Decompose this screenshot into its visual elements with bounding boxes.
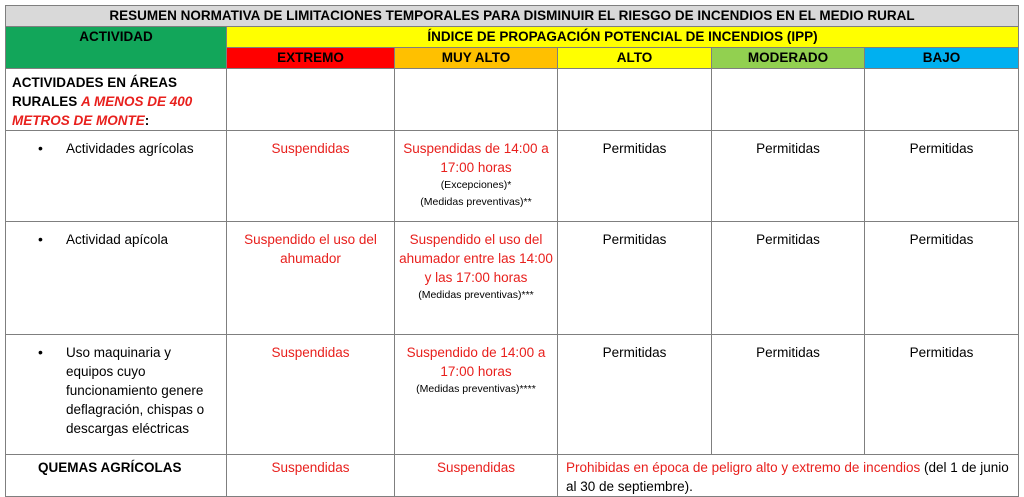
empty-cell (865, 69, 1019, 131)
cell-muy-alto-main: Suspendidas de 14:00 a 17:00 horas (403, 141, 549, 175)
cell-extremo: Suspendidas (227, 335, 395, 455)
cell-bajo: Permitidas (865, 335, 1019, 455)
activity-header: ACTIVIDAD (6, 27, 227, 69)
cell-extremo: Suspendidas (227, 455, 395, 497)
level-moderado: MODERADO (712, 48, 865, 69)
activity-label: Uso maquinaria y equipos cuyo funcionamiento genere deflagración, chispas o descargas eléctricas (66, 345, 205, 436)
quemas-rest (558, 455, 1019, 497)
cell-note: (Medidas preventivas)*** (418, 289, 534, 301)
cell-muy-alto (395, 131, 558, 222)
quemas-label: QUEMAS AGRÍCOLAS (6, 455, 227, 497)
cell-muy-alto (395, 335, 558, 455)
table-row (6, 335, 1019, 455)
table-row (6, 455, 1019, 497)
bullet-icon: • (38, 231, 43, 247)
cell-moderado: Permitidas (712, 335, 865, 455)
ipp-header: ÍNDICE DE PROPAGACIÓN POTENCIAL DE INCENDIOS (IPP) (227, 27, 1019, 48)
section-suffix: : (144, 113, 150, 128)
bullet-icon: • (38, 344, 43, 360)
cell-bajo: Permitidas (865, 131, 1019, 222)
cell-alto: Permitidas (558, 335, 712, 455)
activity-cell (6, 131, 227, 222)
cell-alto: Permitidas (558, 131, 712, 222)
empty-cell (227, 69, 395, 131)
activity-cell (6, 222, 227, 335)
cell-moderado: Permitidas (712, 222, 865, 335)
quemas-period: (del 1 de junio al 30 de septiembre). (566, 460, 1009, 494)
quemas-prohibition: Prohibidas en época de peligro alto y extremo de incendios (566, 460, 921, 475)
activity-label: Actividad apícola (66, 232, 169, 247)
level-bajo: BAJO (865, 48, 1019, 69)
table-row (6, 131, 1019, 222)
empty-cell (712, 69, 865, 131)
activity-cell (6, 335, 227, 455)
cell-note: (Medidas preventivas)** (420, 196, 532, 208)
cell-muy-alto-main: Suspendido de 14:00 a 17:00 horas (406, 345, 546, 379)
empty-cell (558, 69, 712, 131)
section-prefix: ACTIVIDADES EN ÁREAS RURALES (12, 75, 178, 109)
bullet-icon: • (38, 140, 43, 156)
level-muy-alto: MUY ALTO (395, 48, 558, 69)
activity-label: Actividades agrícolas (66, 141, 194, 156)
section-highlight: A MENOS DE 400 METROS DE MONTE (12, 94, 193, 128)
cell-note: (Medidas preventivas)**** (416, 383, 536, 395)
level-extremo: EXTREMO (227, 48, 395, 69)
cell-muy-alto: Suspendidas (395, 455, 558, 497)
regulation-summary (5, 5, 1018, 497)
level-alto: ALTO (558, 48, 712, 69)
table-row (6, 222, 1019, 335)
cell-extremo: Suspendido el uso del ahumador (227, 222, 395, 335)
cell-bajo: Permitidas (865, 222, 1019, 335)
cell-alto: Permitidas (558, 222, 712, 335)
cell-muy-alto (395, 222, 558, 335)
table-title: RESUMEN NORMATIVA DE LIMITACIONES TEMPORALES PARA DISMINUIR EL RIESGO DE INCENDIOS EN EL MEDIO RURAL (6, 6, 1019, 27)
regulation-table (5, 5, 1019, 497)
empty-cell (395, 69, 558, 131)
cell-extremo: Suspendidas (227, 131, 395, 222)
cell-muy-alto-main: Suspendido el uso del ahumador entre las 14:00 y las 17:00 horas (399, 232, 553, 285)
section-heading (6, 69, 227, 131)
cell-moderado: Permitidas (712, 131, 865, 222)
cell-note: (Excepciones)* (440, 179, 512, 191)
